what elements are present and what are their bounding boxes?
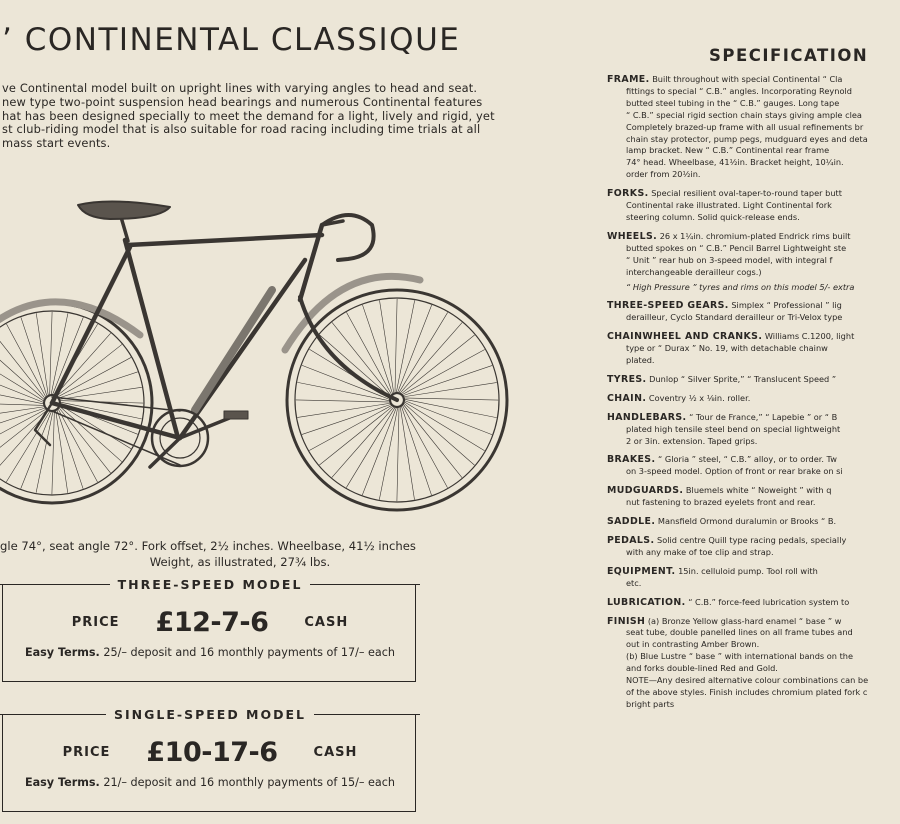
spec-label: THREE-SPEED GEARS. bbox=[607, 300, 729, 312]
spec-text: “ Tour de France,” “ Lapebie ” or “ B bbox=[689, 411, 838, 422]
wheel-spoke bbox=[52, 318, 83, 396]
spec-label: LUBRICATION. bbox=[607, 596, 686, 608]
spec-first-line bbox=[607, 597, 900, 609]
spec-text: Simplex “ Professional ” lig bbox=[731, 300, 842, 311]
spec-continuation: 2 or 3in. extension. Taped grips. bbox=[626, 435, 758, 446]
spec-text: Special resilient oval-taper-to-round taper butt bbox=[651, 188, 842, 199]
spec-label: EQUIPMENT. bbox=[607, 565, 676, 577]
spec-first-line bbox=[607, 374, 900, 386]
wheel-spoke bbox=[59, 404, 131, 448]
wheel-spoke bbox=[57, 372, 137, 399]
spec-continuation: “ C.B.” special rigid section chain stays giving ample clea bbox=[626, 109, 862, 120]
spec-item bbox=[607, 188, 900, 224]
caption-weight: Weight, as illustrated, 27¾ lbs. bbox=[149, 555, 331, 569]
wheel-spoke bbox=[346, 406, 396, 488]
spec-first-line bbox=[607, 331, 900, 343]
intro-line: hat has been designed specially to meet the demand for a light, lively and rigid, yet bbox=[2, 108, 495, 123]
spec-continuation: of the above styles. Finish includes chromium plated fork c bbox=[626, 686, 868, 697]
wheel-spoke bbox=[52, 410, 54, 494]
spec-item bbox=[607, 535, 900, 559]
wheel-spoke bbox=[399, 323, 462, 395]
price-row bbox=[3, 732, 417, 772]
wheel-spoke bbox=[403, 401, 485, 451]
spec-text: “ Gloria ” steel, “ C.B.” alloy, or to order. Tw bbox=[658, 454, 837, 465]
wheel-spoke bbox=[332, 406, 395, 478]
spec-first-line bbox=[607, 188, 900, 200]
wheel-spoke bbox=[400, 405, 414, 499]
spec-continuation: NOTE—Any desired alternative colour combinations can be bbox=[626, 675, 869, 686]
wheel-spoke bbox=[320, 405, 394, 465]
spec-continuation: seat tube, double panelled lines on all frame tubes and bbox=[626, 627, 853, 638]
spec-text: (a) Bronze Yellow glass-hard enamel “ base ” w bbox=[647, 615, 842, 626]
wheel-spoke bbox=[402, 403, 462, 477]
spec-continuation: etc. bbox=[626, 577, 642, 588]
spec-item bbox=[607, 393, 900, 405]
wheel-spoke bbox=[0, 344, 45, 400]
spec-continuation: plated high tensile steel bend on special lightweight bbox=[626, 423, 841, 434]
wheel-spoke bbox=[400, 335, 474, 395]
wheel-spoke bbox=[56, 409, 68, 493]
wheel-spoke bbox=[397, 305, 432, 394]
spec-text: Williams C.1200, light bbox=[764, 331, 855, 342]
spec-continuation: bright parts bbox=[626, 698, 675, 709]
spec-continuation: interchangeable derailleur cogs.) bbox=[626, 266, 762, 277]
cash-label: CASH bbox=[313, 744, 358, 760]
spec-label: CHAIN. bbox=[607, 392, 647, 404]
pedal bbox=[224, 411, 248, 419]
specification-list bbox=[607, 74, 900, 718]
spec-continuation: (b) Blue Lustre “ base ” with international bands on the bbox=[626, 651, 854, 662]
spec-label: WHEELS. bbox=[607, 230, 658, 242]
spec-text: Bluemels white “ Noweight ” with q bbox=[685, 485, 832, 496]
spec-text: Coventry ½ x ⅛in. roller. bbox=[648, 392, 751, 403]
spec-first-line bbox=[607, 412, 900, 424]
wheel-spoke bbox=[298, 403, 392, 417]
wheel-spoke bbox=[21, 317, 48, 397]
wheel-spoke bbox=[58, 387, 142, 399]
spec-item bbox=[607, 485, 900, 509]
spec-item bbox=[607, 331, 900, 367]
spec-continuation: lamp bracket. New “ C.B.” Continental rear frame bbox=[626, 145, 830, 156]
spec-text: 26 x 1¼in. chromium-plated Endrick rims built bbox=[659, 230, 851, 241]
terms-text: 25/– deposit and 16 monthly payments of 17/– each bbox=[103, 646, 396, 659]
caption-angles: gle 74°, seat angle 72°. Fork offset, 2½ inches. Wheelbase, 41½ inches bbox=[0, 539, 416, 553]
spec-first-line bbox=[607, 616, 900, 628]
spec-first-line bbox=[607, 393, 900, 405]
easy-terms bbox=[3, 646, 417, 659]
wheel-spoke bbox=[296, 400, 391, 402]
wheel-spoke bbox=[0, 357, 45, 401]
spec-continuation: order from 20½in. bbox=[626, 169, 701, 180]
spec-text: 15in. celluloid pump. Tool roll with bbox=[678, 565, 818, 576]
spec-continuation: with any make of toe clip and strap. bbox=[626, 546, 774, 557]
wheel-spoke bbox=[403, 398, 498, 400]
spec-text: Solid centre Quill type racing pedals, specially bbox=[657, 535, 847, 545]
spec-item bbox=[607, 74, 900, 181]
spec-continuation: Completely brazed-up frame with all usual refinements br bbox=[626, 121, 864, 132]
spec-label: FRAME. bbox=[607, 74, 650, 85]
wheel-spoke bbox=[397, 406, 399, 501]
spec-item bbox=[607, 231, 900, 294]
spec-continuation: 74° head. Wheelbase, 41½in. Bracket height, 10¼in. bbox=[626, 157, 844, 168]
wheel-spoke bbox=[6, 410, 50, 482]
frame-pump bbox=[195, 290, 272, 410]
spec-label: BRAKES. bbox=[607, 454, 656, 466]
spec-first-line bbox=[607, 516, 900, 528]
terms-label: Easy Terms. bbox=[24, 646, 100, 659]
spec-continuation: plated. bbox=[626, 355, 655, 366]
wheel-spoke bbox=[50, 312, 52, 396]
spec-item bbox=[607, 616, 900, 711]
spec-continuation: “ Unit ” rear hub on 3-speed model, with integral f bbox=[626, 254, 833, 265]
terms-label: Easy Terms. bbox=[24, 776, 100, 789]
spec-first-line bbox=[607, 300, 900, 312]
rear-derailleur bbox=[35, 403, 52, 445]
bicycle-illustration bbox=[0, 185, 515, 530]
spec-first-line bbox=[607, 231, 900, 243]
spec-text: Built throughout with special Continental “ Cla bbox=[652, 74, 843, 84]
spec-item bbox=[607, 300, 900, 324]
spec-label: MUDGUARDS. bbox=[607, 485, 684, 497]
wheel-spoke bbox=[36, 313, 48, 397]
easy-terms bbox=[3, 776, 417, 789]
wheel-spoke bbox=[21, 410, 52, 488]
rear-wheel bbox=[0, 303, 152, 503]
cash-label: CASH bbox=[304, 614, 349, 630]
spec-item bbox=[607, 597, 900, 609]
drop-handlebars bbox=[322, 215, 374, 260]
wheel-spoke bbox=[395, 299, 397, 394]
price-label: PRICE bbox=[62, 744, 111, 760]
spec-continuation: butted steel tubing in the “ C.B.” gauges. Long tape bbox=[626, 97, 840, 108]
wheel-spoke bbox=[0, 372, 45, 403]
spec-text: Mansfield Ormond duralumin or Brooks “ B. bbox=[657, 516, 837, 527]
spec-text: Dunlop “ Silver Sprite,” “ Translucent Speed ” bbox=[649, 373, 837, 384]
price-value: £12-7-6 bbox=[155, 606, 269, 638]
terms-text: 21/– deposit and 16 monthly payments of 15/– each bbox=[103, 776, 396, 789]
wheel-spoke bbox=[0, 403, 45, 405]
intro-line: mass start events. bbox=[2, 136, 111, 151]
spec-continuation: steering column. Solid quick-release ends. bbox=[626, 211, 800, 222]
spec-continuation: chain stay protector, pump pegs, mudguard eyes and deta bbox=[626, 133, 868, 144]
wheel-spoke bbox=[56, 408, 83, 488]
intro-paragraph bbox=[2, 82, 517, 151]
spec-label: SADDLE. bbox=[607, 516, 656, 528]
price-row bbox=[3, 602, 417, 642]
spec-first-line bbox=[607, 566, 900, 578]
single-speed-price-box bbox=[2, 714, 416, 812]
specification-heading: SPECIFICATION bbox=[709, 46, 869, 65]
spec-continuation: fittings to special “ C.B.” angles. Incorporating Reynold bbox=[626, 85, 852, 96]
spec-label: HANDLEBARS. bbox=[607, 411, 687, 423]
wheel-spoke bbox=[402, 383, 496, 397]
wheel-spoke bbox=[403, 402, 475, 465]
spec-item bbox=[607, 454, 900, 478]
wheel-spoke bbox=[56, 345, 122, 397]
dimensions-caption bbox=[0, 538, 480, 570]
spec-continuation: derailleur, Cyclo Standard derailleur or Tri-Velox type bbox=[626, 312, 843, 323]
bicycle-frame bbox=[52, 225, 322, 438]
spec-label: PEDALS. bbox=[607, 535, 655, 546]
wheel-spoke bbox=[320, 335, 392, 398]
spec-item bbox=[607, 412, 900, 448]
spec-text: “ C.B.” force-feed lubrication system to bbox=[688, 596, 850, 607]
spec-continuation: and forks double-lined Red and Gold. bbox=[626, 663, 778, 674]
price-label: PRICE bbox=[71, 614, 120, 630]
spec-note: “ High Pressure ” tyres and rims on this model 5/- extra bbox=[626, 281, 855, 292]
spec-first-line bbox=[607, 74, 900, 86]
price-value: £10-17-6 bbox=[146, 736, 278, 768]
spec-label: TYRES. bbox=[607, 373, 647, 385]
spec-continuation: butted spokes on “ C.B.” Pencil Barrel Lightweight ste bbox=[626, 242, 847, 253]
saddle bbox=[78, 201, 170, 219]
model-heading-text: SINGLE-SPEED MODEL bbox=[114, 706, 306, 722]
spec-continuation: out in contrasting Amber Brown. bbox=[626, 639, 760, 650]
spec-item bbox=[607, 566, 900, 590]
spec-item bbox=[607, 516, 900, 528]
page-title: ’ CONTINENTAL CLASSIQUE bbox=[2, 22, 461, 58]
spec-item bbox=[607, 374, 900, 386]
spec-first-line bbox=[607, 454, 900, 466]
wheel-spoke bbox=[398, 313, 448, 395]
spec-continuation: nut fastening to brazed eyelets front and rear. bbox=[626, 497, 816, 508]
model-heading-text: THREE-SPEED MODEL bbox=[117, 576, 303, 592]
three-speed-price-box bbox=[2, 584, 416, 682]
spec-label: CHAINWHEEL AND CRANKS. bbox=[607, 331, 763, 343]
wheel-spoke bbox=[332, 323, 392, 397]
spec-continuation: on 3-speed model. Option of front or rear brake on si bbox=[626, 466, 843, 477]
spec-label: FORKS. bbox=[607, 188, 649, 200]
intro-line: ve Continental model built on upright lines with varying angles to head and seat. bbox=[2, 81, 478, 95]
wheel-spoke bbox=[403, 400, 492, 435]
spec-label: FINISH bbox=[607, 615, 646, 627]
spec-first-line bbox=[607, 535, 900, 547]
wheel-spoke bbox=[362, 406, 397, 495]
spec-continuation: Continental rake illustrated. Light Continental fork bbox=[626, 200, 832, 211]
intro-line: new type two-point suspension head bearings and numerous Continental features bbox=[2, 94, 483, 109]
wheel-spoke bbox=[380, 301, 394, 395]
spec-continuation: type or “ Durax ” No. 19, with detachable chainw bbox=[626, 343, 828, 354]
intro-line: st club-riding model that is also suitable for road racing including time trials at all bbox=[2, 122, 481, 137]
spec-first-line bbox=[607, 485, 900, 497]
